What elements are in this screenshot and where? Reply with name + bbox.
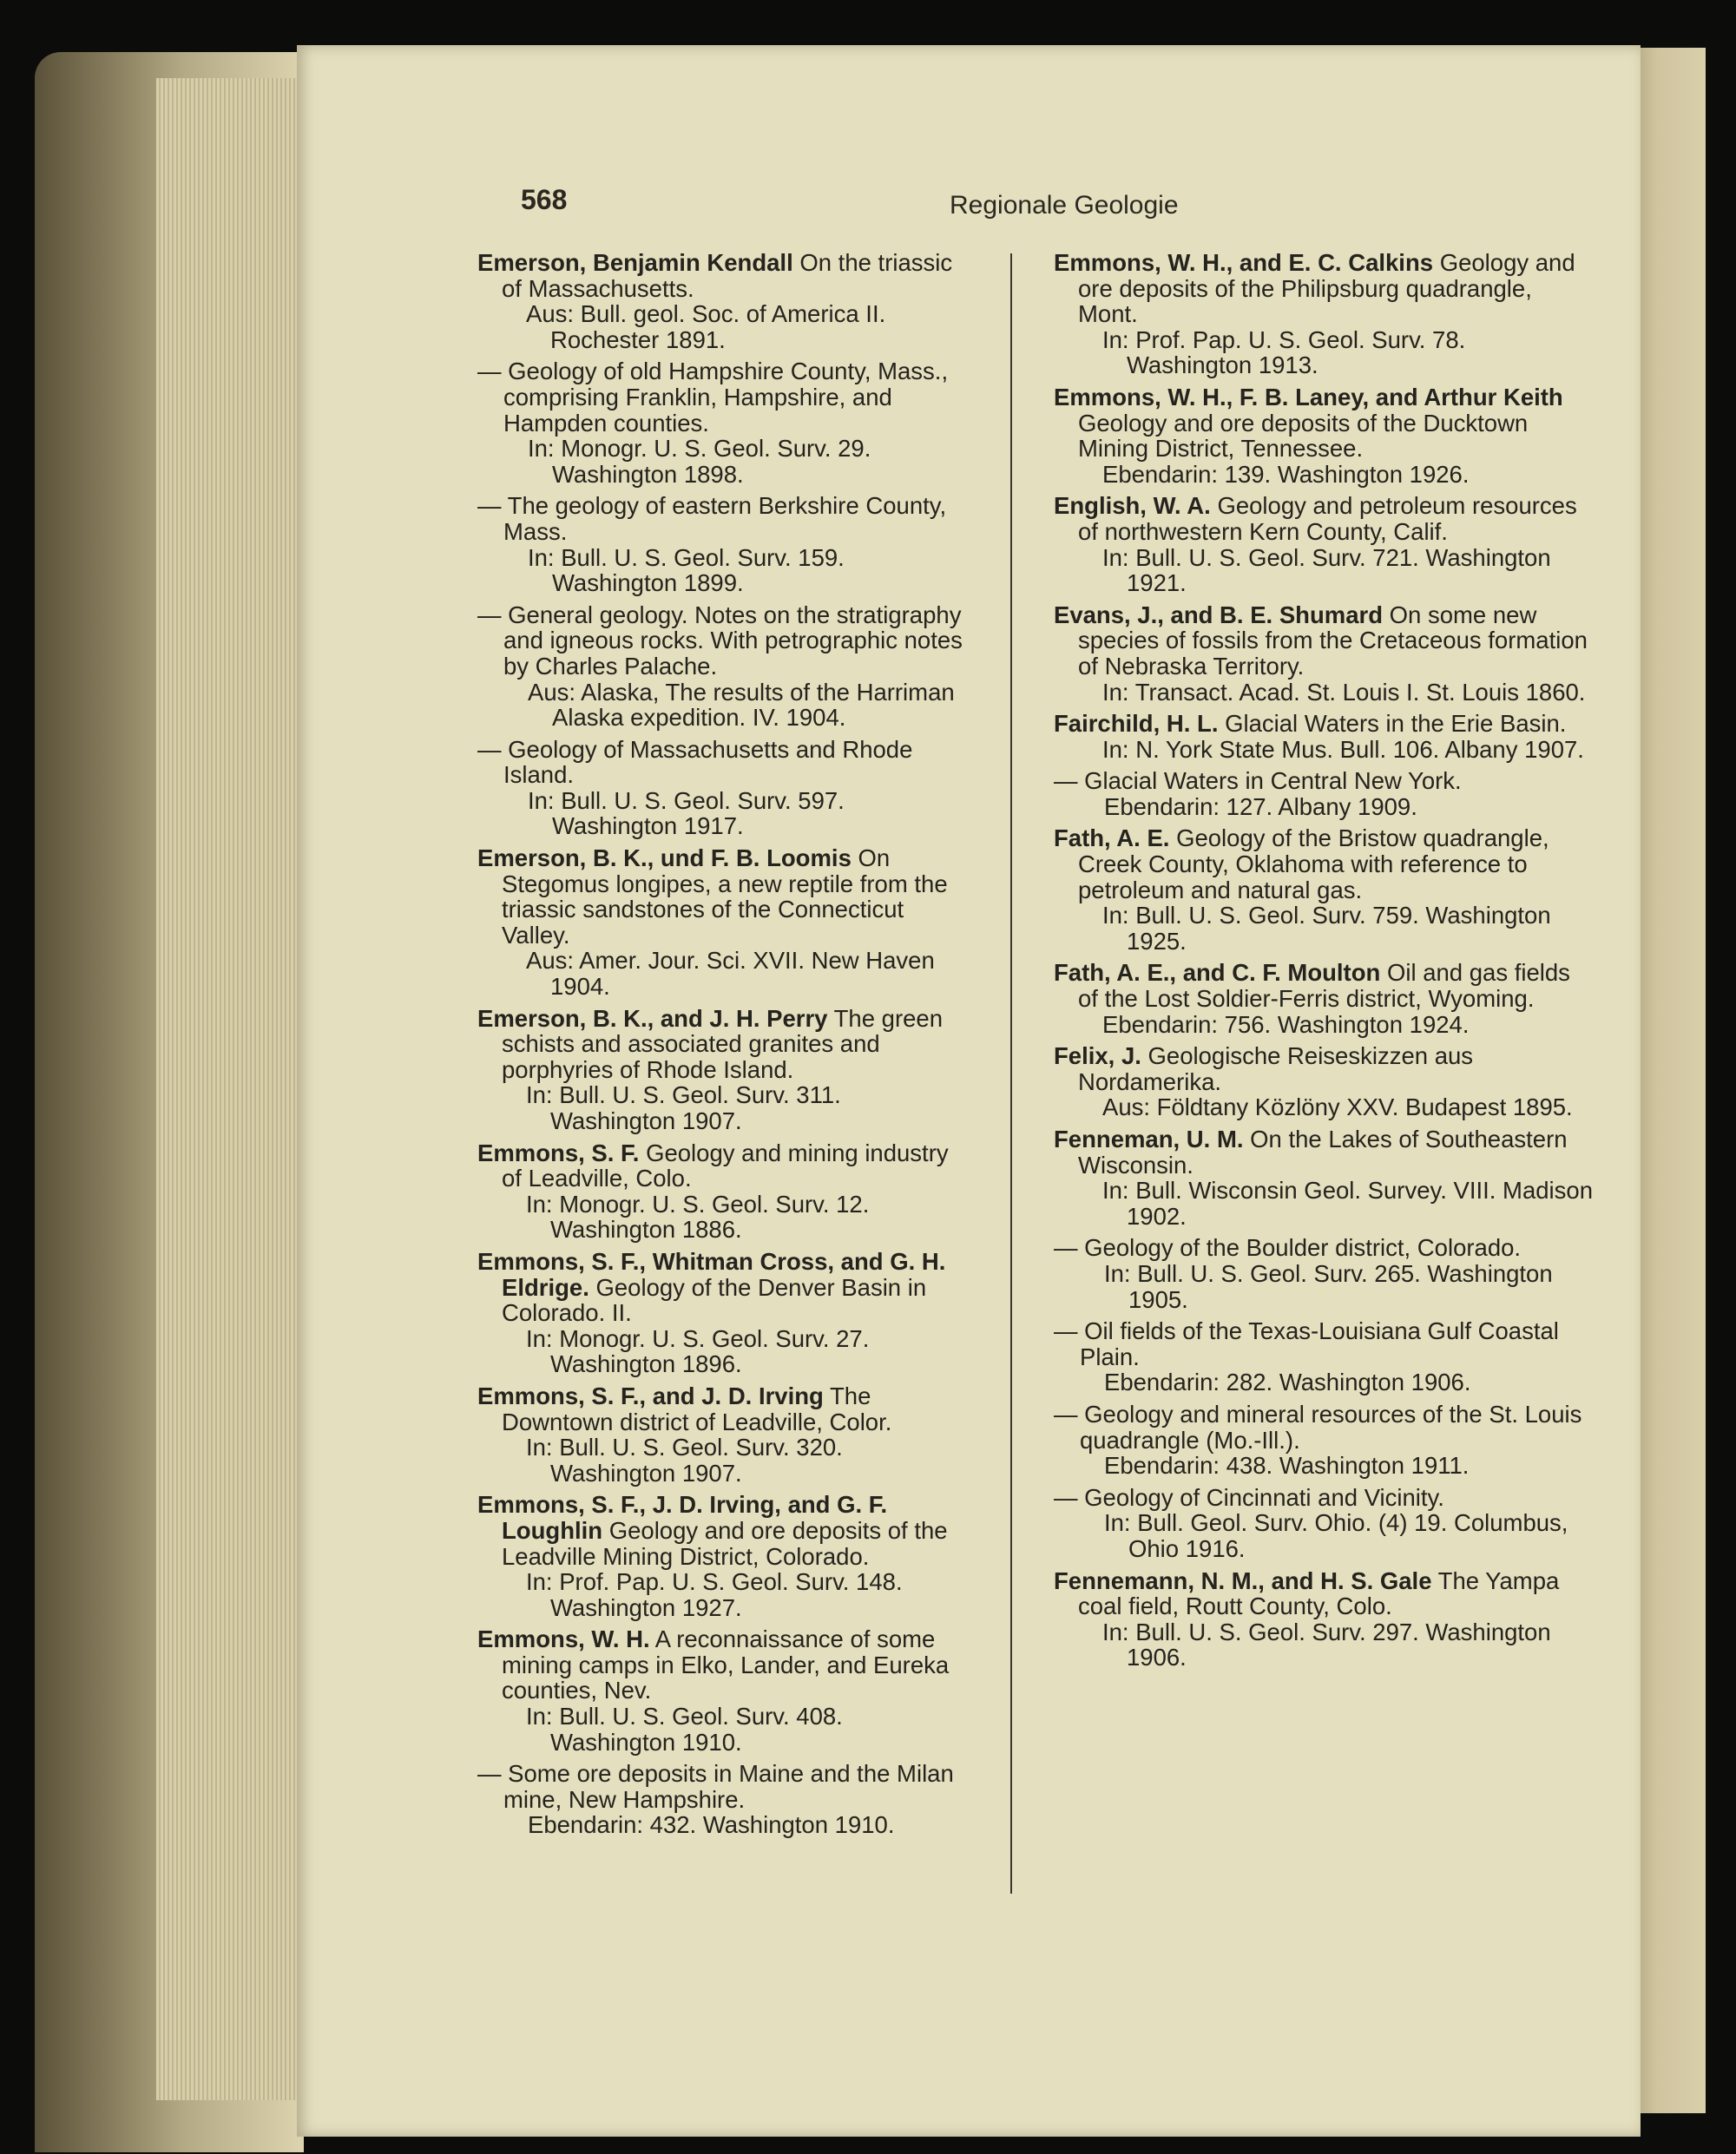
- entry-source: In: Bull. U. S. Geol. Surv. 759. Washington 1925.: [1102, 902, 1551, 955]
- entry-title: On some new species of fossils from the Cretaceous formation of Nebraska Territory.: [1078, 601, 1588, 680]
- entry-heading: [477, 601, 972, 680]
- entry-author: Fenneman, U. M.: [1054, 1126, 1244, 1153]
- bibliography-entry: [477, 1492, 972, 1620]
- page-stack-edges: [156, 78, 308, 2100]
- bibliography-entry: [477, 1006, 972, 1134]
- entry-heading: [477, 1139, 972, 1192]
- entry-source: Ebendarin: 139. Washington 1926.: [1102, 460, 1470, 488]
- entry-title: Geology and ore deposits of the Philipsburg quadrangle, Mont.: [1078, 249, 1575, 328]
- entry-heading: [477, 1382, 972, 1435]
- entry-title: Glacial Waters in the Erie Basin.: [1225, 710, 1567, 738]
- entry-title: Geology of the Boulder district, Colorado.: [1084, 1234, 1522, 1262]
- entry-author: —: [1054, 1234, 1085, 1262]
- entry-heading: [1054, 383, 1594, 463]
- entry-heading: [1054, 824, 1594, 903]
- bibliography-entry: [1054, 384, 1594, 487]
- entry-title: On the triassic of Massachusetts.: [502, 249, 953, 302]
- bibliography-entry: [1054, 768, 1594, 819]
- entry-source: In: Bull. Wisconsin Geol. Survey. VIII. Madison 1902.: [1102, 1177, 1593, 1230]
- entry-author: Emerson, B. K., und F. B. Loomis: [477, 844, 852, 872]
- bibliography-entry: [1054, 825, 1594, 954]
- entry-title: Geology of old Hampshire County, Mass., comprising Franklin, Hampshire, and Hampden counties.: [503, 358, 949, 437]
- column-divider: [1010, 253, 1012, 1894]
- entry-author: Emmons, S. F., and J. D. Irving: [477, 1382, 824, 1409]
- entry-heading: [477, 249, 972, 302]
- entry-source: Aus: Bull. geol. Soc. of America II. Rochester 1891.: [526, 300, 886, 353]
- entry-author: Emmons, W. H., and E. C. Calkins: [1054, 249, 1434, 276]
- entry-title: Geology and ore deposits of the Leadville Mining District, Colorado.: [502, 1516, 948, 1570]
- entry-author: —: [477, 601, 509, 628]
- entry-author: Emerson, Benjamin Kendall: [477, 249, 793, 276]
- entry-author: Emmons, S. F., Whitman Cross, and G. H. Eldrige.: [477, 1247, 946, 1301]
- entry-title: Oil and gas fields of the Lost Soldier-Ferris district, Wyoming.: [1078, 959, 1570, 1013]
- entry-author: Fath, A. E., and C. F. Moulton: [1054, 959, 1381, 987]
- bibliography-entry: [1054, 1043, 1594, 1120]
- entry-author: Emmons, W. H., F. B. Laney, and Arthur Keith: [1054, 383, 1563, 410]
- bibliography-entry: [1054, 960, 1594, 1037]
- entry-author: —: [1054, 767, 1085, 795]
- entry-source: In: Bull. U. S. Geol. Surv. 320. Washington 1907.: [526, 1434, 843, 1487]
- entry-heading: [477, 492, 972, 545]
- entry-source: In: Bull. U. S. Geol. Surv. 297. Washington 1906.: [1102, 1618, 1551, 1671]
- entry-title: Geology and mineral resources of the St. Louis quadrangle (Mo.-Ill.).: [1080, 1400, 1582, 1454]
- entry-title: The geology of eastern Berkshire County, Mass.: [503, 492, 947, 545]
- entry-author: —: [477, 358, 509, 385]
- entry-source: In: N. York State Mus. Bull. 106. Albany 1907.: [1102, 735, 1584, 763]
- entry-author: English, W. A.: [1054, 492, 1211, 520]
- entry-author: Fennemann, N. M., and H. S. Gale: [1054, 1566, 1432, 1594]
- entry-title: Geologische Reiseskizzen aus Nordamerika.: [1078, 1042, 1474, 1095]
- entry-source: Ebendarin: 127. Albany 1909.: [1104, 792, 1417, 820]
- bibliography-entry: [1054, 250, 1594, 378]
- entry-heading: [1054, 959, 1594, 1013]
- entry-source: In: Monogr. U. S. Geol. Surv. 27. Washington 1896.: [526, 1324, 870, 1378]
- entry-source: In: Bull. Geol. Surv. Ohio. (4) 19. Columbus, Ohio 1916.: [1104, 1509, 1568, 1562]
- entry-author: —: [477, 1760, 509, 1788]
- bibliography-entry: [477, 1383, 972, 1486]
- bibliography-entry: [1054, 1235, 1594, 1312]
- entry-heading: [1054, 1234, 1594, 1262]
- entry-source: Aus: Alaska, The results of the Harriman Alaska expedition. IV. 1904.: [528, 678, 955, 732]
- entry-title: Geology and ore deposits of the Ducktown Mining District, Tennessee.: [1078, 409, 1529, 463]
- entry-title: A reconnaissance of some mining camps in Elko, Lander, and Eureka counties, Nev.: [502, 1625, 950, 1704]
- bibliography-entry: [477, 1761, 972, 1838]
- bibliography-entry: [477, 845, 972, 1000]
- entry-source: In: Bull. U. S. Geol. Surv. 159. Washington 1899.: [528, 543, 845, 597]
- book-page: [297, 45, 1641, 2137]
- entry-title: On Stegomus longipes, a new reptile from the triassic sandstones of the Connecticut Valley.: [502, 844, 948, 949]
- entry-author: Emerson, B. K., and J. H. Perry: [477, 1004, 828, 1032]
- entry-author: Emmons, S. F.: [477, 1139, 640, 1166]
- entry-source: Ebendarin: 438. Washington 1911.: [1104, 1452, 1470, 1480]
- entry-heading: [1054, 1483, 1594, 1511]
- bibliography-entry: [1054, 602, 1594, 705]
- entry-author: Evans, J., and B. E. Shumard: [1054, 601, 1383, 628]
- bibliography-entry: [477, 358, 972, 487]
- bibliography-entry: [1054, 1485, 1594, 1562]
- bibliography-entry: [1054, 1568, 1594, 1671]
- entry-author: —: [1054, 1483, 1085, 1511]
- bibliography-entry: [477, 1249, 972, 1377]
- entry-title: The Downtown district of Leadville, Color.: [502, 1382, 892, 1435]
- entry-source: In: Transact. Acad. St. Louis I. St. Louis 1860.: [1102, 678, 1586, 706]
- entry-author: Emmons, S. F., J. D. Irving, and G. F. Loughlin: [477, 1491, 888, 1544]
- entry-heading: [477, 1491, 972, 1570]
- entry-source: Aus: Földtany Közlöny XXV. Budapest 1895.: [1102, 1093, 1573, 1121]
- entry-author: Fairchild, H. L.: [1054, 710, 1219, 738]
- entry-author: Felix, J.: [1054, 1042, 1141, 1070]
- entry-heading: [1054, 1317, 1594, 1370]
- entry-author: —: [1054, 1317, 1085, 1345]
- bibliography-entry: [1054, 711, 1594, 762]
- entry-heading: [1054, 1400, 1594, 1454]
- entry-source: Ebendarin: 432. Washington 1910.: [528, 1811, 895, 1839]
- entry-title: Geology of the Denver Basin in Colorado. II.: [502, 1273, 927, 1327]
- entry-heading: [1054, 249, 1594, 328]
- entry-title: The green schists and associated granites and porphyries of Rhode Island.: [502, 1004, 943, 1083]
- entry-heading: [477, 1760, 972, 1813]
- entry-heading: [1054, 1566, 1594, 1620]
- entry-heading: [1054, 492, 1594, 545]
- entry-heading: [1054, 1126, 1594, 1179]
- bibliography-entry: [1054, 1402, 1594, 1479]
- entry-title: Some ore deposits in Maine and the Milan mine, New Hampshire.: [503, 1760, 954, 1813]
- entry-source: Ebendarin: 282. Washington 1906.: [1104, 1369, 1471, 1396]
- entry-heading: [477, 1247, 972, 1327]
- entry-title: Geology and mining industry of Leadville, Colo.: [502, 1139, 949, 1192]
- bibliography-entry: [1054, 1318, 1594, 1396]
- entry-author: Emmons, W. H.: [477, 1625, 650, 1653]
- bibliography-entry: [477, 250, 972, 352]
- entry-source: In: Monogr. U. S. Geol. Surv. 29. Washington 1898.: [528, 435, 871, 488]
- running-head: [297, 184, 1641, 236]
- entry-title: The Yampa coal field, Routt County, Colo.: [1078, 1566, 1560, 1620]
- bibliography-entry: [477, 737, 972, 839]
- entry-heading: [1054, 1042, 1594, 1095]
- entry-source: In: Prof. Pap. U. S. Geol. Surv. 78. Washington 1913.: [1102, 325, 1466, 379]
- entry-source: In: Prof. Pap. U. S. Geol. Surv. 148. Washington 1927.: [526, 1568, 903, 1621]
- entry-heading: [477, 844, 972, 949]
- entry-title: Oil fields of the Texas-Louisiana Gulf Coastal Plain.: [1080, 1317, 1559, 1370]
- entry-heading: [1054, 601, 1594, 680]
- entry-heading: [477, 1625, 972, 1704]
- page-number: 568: [521, 184, 568, 215]
- bibliography-entry: [477, 1626, 972, 1755]
- entry-author: —: [477, 735, 509, 763]
- entry-author: —: [477, 492, 508, 520]
- entry-source: Aus: Amer. Jour. Sci. XVII. New Haven 1904.: [526, 947, 935, 1001]
- entry-source: Ebendarin: 756. Washington 1924.: [1102, 1010, 1470, 1038]
- entry-title: Glacial Waters in Central New York.: [1084, 767, 1462, 795]
- entry-author: Fath, A. E.: [1054, 824, 1170, 852]
- entry-heading: [477, 1004, 972, 1083]
- entry-source: In: Bull. U. S. Geol. Surv. 311. Washington 1907.: [526, 1081, 841, 1134]
- entry-heading: [477, 735, 972, 789]
- bibliography-entry: [477, 493, 972, 595]
- entry-source: In: Bull. U. S. Geol. Surv. 265. Washington 1905.: [1104, 1259, 1553, 1313]
- page-title: Regionale Geologie: [950, 191, 1179, 220]
- entry-title: On the Lakes of Southeastern Wisconsin.: [1078, 1126, 1568, 1179]
- bibliography-entry: [1054, 493, 1594, 595]
- entry-source: In: Bull. U. S. Geol. Surv. 597. Washington 1917.: [528, 786, 845, 840]
- left-column: [477, 250, 972, 1844]
- entry-title: Geology of Massachusetts and Rhode Island.: [503, 735, 913, 789]
- entry-title: Geology of the Bristow quadrangle, Creek County, Oklahoma with reference to petroleum and natural gas.: [1078, 824, 1549, 903]
- entry-heading: [1054, 767, 1594, 795]
- entry-title: Geology and petroleum resources of northwestern Kern County, Calif.: [1078, 492, 1577, 545]
- entry-source: In: Bull. U. S. Geol. Surv. 408. Washington 1910.: [526, 1703, 843, 1756]
- entry-title: General geology. Notes on the stratigraphy and igneous rocks. With petrographic notes by Charles Palache.: [503, 601, 963, 680]
- entry-source: In: Monogr. U. S. Geol. Surv. 12. Washington 1886.: [526, 1190, 870, 1244]
- entry-heading: [477, 358, 972, 437]
- entry-heading: [1054, 710, 1594, 738]
- entry-author: —: [1054, 1400, 1085, 1428]
- bibliography-entry: [1054, 1126, 1594, 1229]
- entry-title: Geology of Cincinnati and Vicinity.: [1084, 1483, 1444, 1511]
- bibliography-entry: [477, 1140, 972, 1243]
- bibliography-entry: [477, 602, 972, 731]
- entry-source: In: Bull. U. S. Geol. Surv. 721. Washington 1921.: [1102, 543, 1551, 597]
- right-column: [1054, 250, 1594, 1677]
